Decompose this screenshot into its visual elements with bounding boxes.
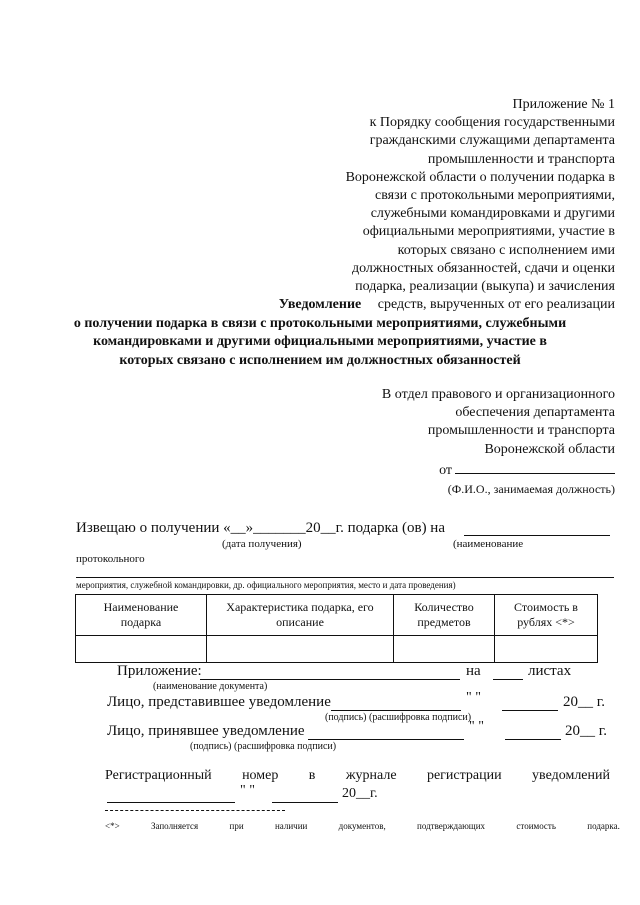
attachment-sheets: листах [528,663,572,679]
addressee-line: В отдел правового и организационного [381,387,615,402]
continuation-text: протокольного [76,553,145,565]
from-hint: (Ф.И.О., занимаемая должность) [447,482,615,497]
registration-word: журнале [345,768,397,783]
registration-word: регистрации [426,768,502,783]
registration-number-field[interactable] [107,789,235,803]
appendix-line: официальными мероприятиями, участие в [362,224,615,240]
event-hint: мероприятия, служебной командировки, др. официального мероприятия, место и дата проведения) [76,580,456,590]
footnote-word: <*> [105,821,120,831]
footnote-separator [105,810,285,811]
presenter-month-field[interactable] [502,697,558,711]
footnote-word: подарка. [587,821,620,831]
receiver-year: 20__ г. [565,723,607,739]
table-header-row [76,595,598,636]
footnote-word: подтверждающих [417,821,486,831]
appendix-line: Воронежской области о получении подарка в [345,169,615,185]
presenter-hint: (подпись) (расшифровка подписи) [325,712,472,723]
appendix-line: связи с протокольными мероприятиями, [375,188,615,204]
addressee-line: промышленности и транспорта [427,423,615,439]
registration-month-field[interactable] [272,789,338,803]
title-line: о получении подарка в связи с протокольными мероприятиями, служебными [73,315,567,331]
appendix-line: Приложение № 1 [512,97,615,112]
receiver-hint: (подпись) (расшифровка подписи) [190,741,337,752]
event-line[interactable] [76,577,614,578]
from-row [382,459,615,480]
from-label: от [439,462,452,478]
appendix-header [346,96,615,314]
sheets-count-field[interactable] [493,666,523,680]
registration-year: 20__г. [342,786,378,801]
from-field[interactable] [455,459,615,474]
appendix-line: средств, вырученных от его реализации [377,297,615,313]
appendix-line: к Порядку сообщения государственными [369,115,615,131]
registration-word: Регистрационный [105,768,212,783]
addressee-line: Воронежской области [484,441,615,457]
presenter-label: Лицо, представившее уведомление [107,694,331,710]
appendix-line: служебными командировками и другими [370,206,615,222]
footnote-word: документов, [338,821,386,831]
registration-date-quotes: " " [240,783,255,798]
header-cell-description: Характеристика подарка, его описание [207,595,394,636]
attachment-field[interactable] [200,666,460,680]
title-line: командировками и другими официальными мероприятиями, участие в [93,334,547,349]
registration-word: номер [242,768,279,783]
gift-name-field[interactable] [464,522,610,536]
appendix-line: должностных обязанностей, сдачи и оценки [351,260,615,276]
attachment-hint: (наименование документа) [153,681,268,692]
table-cell[interactable] [76,636,207,663]
footnote [105,821,620,831]
table-cell[interactable] [495,636,598,663]
footnote-word: Заполняется [150,821,199,831]
table-row [76,636,598,663]
date-hint: (дата получения) [222,538,302,550]
attachment-on: на [466,663,481,679]
presenter-signature-field[interactable] [331,697,461,711]
appendix-line: подарка, реализации (выкупа) и зачисления [355,279,615,295]
notice-text: Извещаю о получении «__»_______20__г. подарка (ов) на [76,520,445,536]
name-hint: (наименование [453,538,524,550]
table-cell[interactable] [207,636,394,663]
presenter-date-quotes: " " [466,690,481,705]
receiver-date-quotes: " " [469,719,484,734]
footnote-word: наличии [274,821,308,831]
appendix-line: гражданскими служащими департамента [369,133,615,149]
title-line: Уведомление [278,297,362,312]
footnote-word: при [229,821,244,831]
footnote-word: стоимость [516,821,556,831]
attachment-label: Приложение: [117,663,202,679]
registration-word: в [308,768,316,783]
appendix-line: которых связано с исполнением ими [397,242,615,258]
receiver-signature-field[interactable] [308,726,464,740]
receiver-month-field[interactable] [505,726,561,740]
appendix-line: промышленности и транспорта [427,151,615,167]
document-title [0,296,640,370]
header-cell-name: Наименование подарка [76,595,207,636]
receiver-label: Лицо, принявшее уведомление [107,723,305,739]
header-cell-cost: Стоимость в рублях <*> [495,595,598,636]
table-cell[interactable] [394,636,495,663]
header-cell-quantity: Количество предметов [394,595,495,636]
presenter-year: 20__ г. [563,694,605,710]
addressee-line: обеспечения департамента [455,405,615,421]
registration-line [105,768,610,784]
addressee-block [382,386,615,498]
title-line: которых связано с исполнением им должностных обязанностей [119,352,521,368]
registration-word: уведомлений [532,768,610,783]
gifts-table [75,594,598,663]
